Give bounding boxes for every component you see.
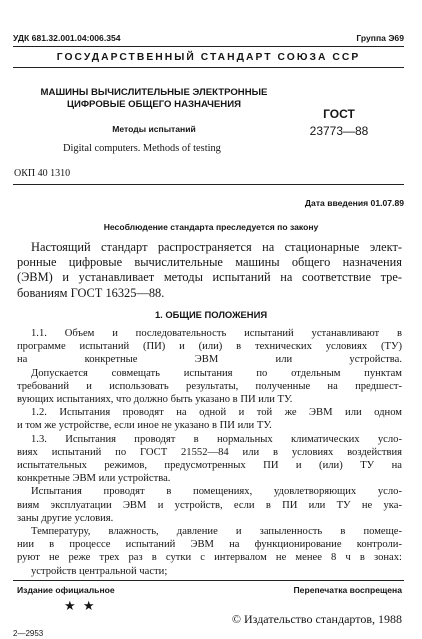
section-line: 1.1. Объем и последовательность испытаний устанавливают в	[31, 328, 402, 339]
section-line: заны другие условия.	[17, 512, 114, 524]
intro-paragraph	[17, 240, 402, 301]
intro-line: ронные цифровые вычислительные машины общего назначения	[17, 255, 402, 270]
official-edition-label: Издание официальное	[17, 585, 115, 595]
section-heading: 1. ОБЩИЕ ПОЛОЖЕНИЯ	[154, 309, 268, 320]
section-line: руют не реже трех раз в сутки с интервалом не менее 8 ч в зонах:	[17, 552, 402, 564]
header-rule-bottom	[13, 67, 404, 68]
section-line: нии в процессе испытаний ЭВМ на функционирование контроли-	[17, 539, 402, 551]
section-line: Температуру, влажность, давление и запыленность в помеще-	[31, 526, 402, 538]
gost-number: 23773—88	[309, 124, 369, 138]
intro-line: бованиям ГОСТ 16325—88.	[17, 285, 165, 300]
standard-banner: ГОСУДАРСТВЕННЫЙ СТАНДАРТ СОЮЗА ССР	[56, 52, 361, 63]
section-line: на конкретные ЭВМ или устройства.	[17, 354, 402, 366]
section-line: вующих испытаниях, что должно быть указано в ПИ или ТУ.	[17, 394, 293, 406]
udk-code: УДК 681.32.001.04:006.354	[13, 33, 121, 43]
okp-code: ОКП 40 1310	[14, 168, 71, 179]
section-line: 1.2. Испытания проводят на одной и той же ЭВМ или одном	[31, 407, 402, 419]
intro-line: Настоящий стандарт распространяется на стационарные элект-	[31, 240, 402, 254]
effective-date-label: Дата введения	[304, 198, 369, 208]
english-title: Digital computers. Methods of testing	[63, 143, 221, 154]
title-line-1: МАШИНЫ ВЫЧИСЛИТЕЛЬНЫЕ ЭЛЕКТРОННЫЕ	[40, 87, 268, 98]
group-code: Группа Э69	[356, 33, 404, 43]
title-block-rule	[13, 184, 404, 185]
section-line: виях испытаний по ГОСТ 21552—84 или в условиях воздействия	[17, 446, 402, 458]
effective-date-line	[305, 198, 404, 208]
title-line-2: ЦИФРОВЫЕ ОБЩЕГО НАЗНАЧЕНИЯ	[66, 99, 242, 110]
copyright-notice: © Издательство стандартов, 1988	[231, 612, 402, 626]
section-line: конкретные ЭВМ или устройства.	[17, 473, 171, 485]
effective-date-value: 01.07.89	[370, 198, 404, 208]
document-title	[38, 87, 270, 111]
section-line: испытательных режимов, предусмотренных ПИ и (или) ТУ на	[17, 460, 402, 472]
section-line: виям эксплуатации ЭВМ и устройств, если в ПИ или ТУ не ука-	[17, 499, 402, 511]
gost-label: ГОСТ	[323, 107, 355, 121]
section-body	[17, 327, 402, 578]
footer-rule	[13, 580, 404, 581]
section-line: и том же устройстве, если иное не указано в ПИ или ТУ.	[17, 420, 272, 432]
legal-notice: Несоблюдение стандарта преследуется по закону	[103, 222, 319, 232]
stars-mark: ★ ★	[64, 598, 97, 613]
section-line: программе испытаний (ПИ) и (или) в технических условиях (ТУ)	[17, 341, 402, 353]
section-line: устройств центральной части;	[31, 565, 168, 577]
document-subtitle: Методы испытаний	[112, 124, 196, 134]
section-line: требований и использовать результаты, полученные на предшест-	[17, 380, 402, 392]
section-line: Испытания проводят в помещениях, удовлетворяющих усло-	[31, 486, 402, 498]
intro-line: (ЭВМ) и устанавливает методы испытаний на соответствие тре-	[17, 270, 402, 285]
section-line: 1.3. Испытания проводят в нормальных климатических усло-	[31, 433, 402, 445]
reprint-prohibited-label: Перепечатка воспрещена	[293, 585, 402, 595]
header-rule-top	[13, 46, 404, 47]
section-line: Допускается совмещать испытания по отдельным пунктам	[31, 367, 402, 379]
print-code: 2—2953	[13, 629, 44, 638]
